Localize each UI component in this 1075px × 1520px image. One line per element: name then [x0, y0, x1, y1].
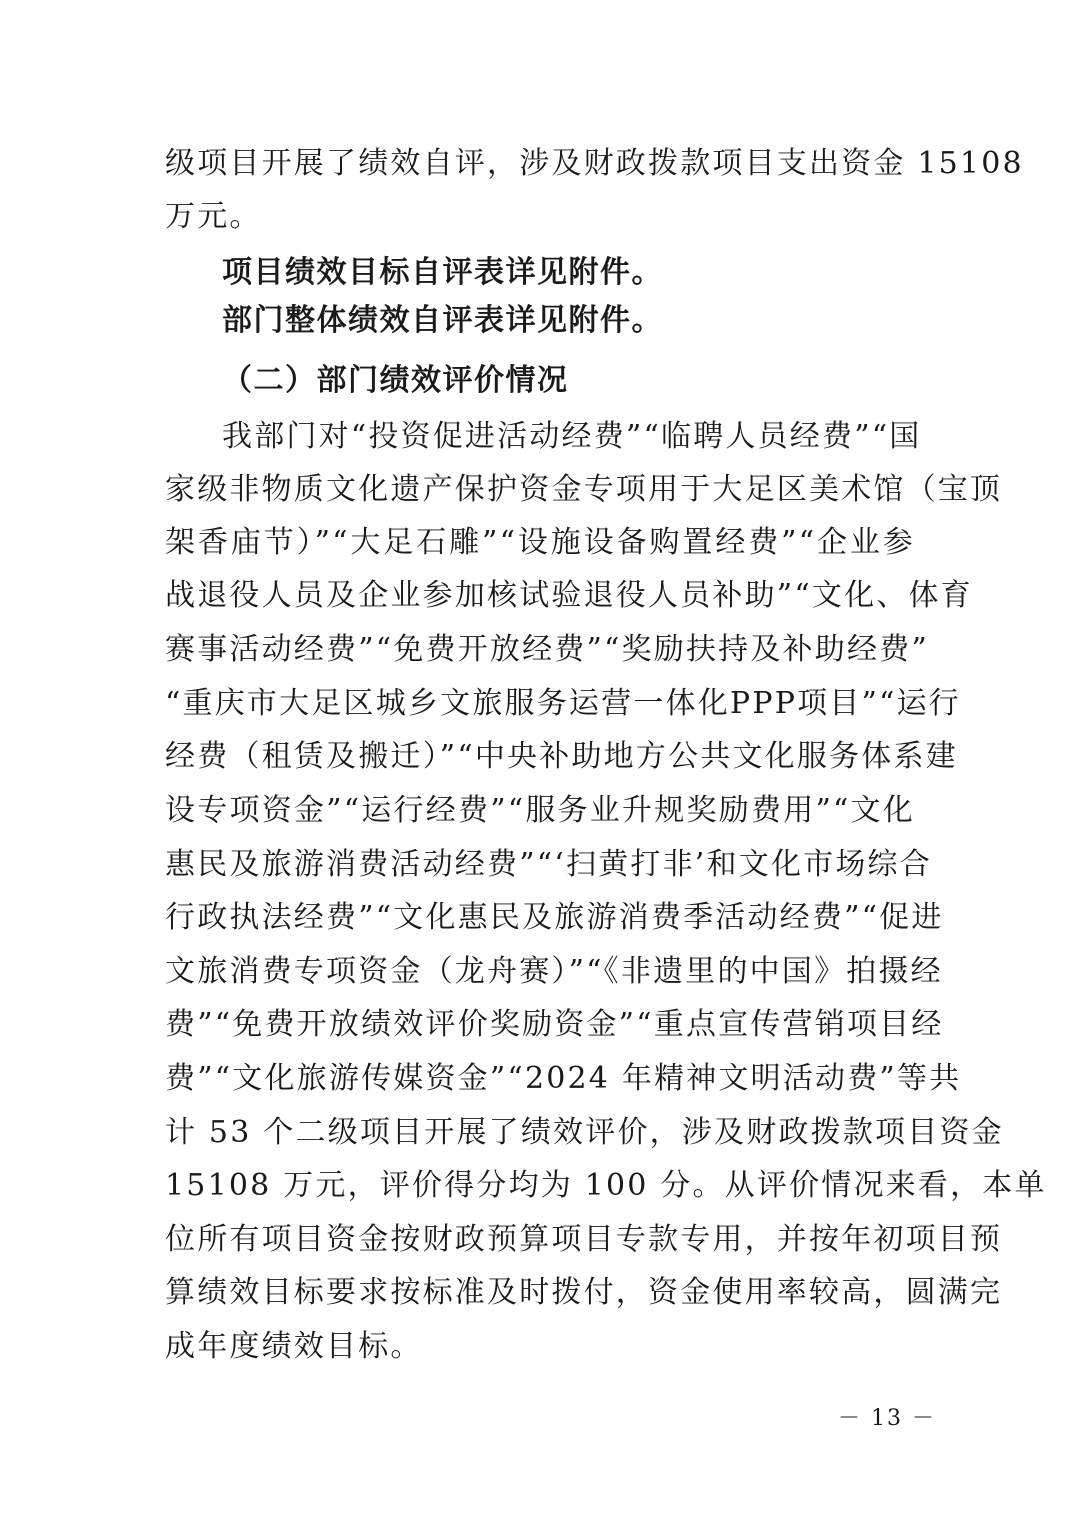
body-line-8: “重庆市大足区城乡文旅服务运营一体化PPP项目”“运行	[165, 686, 961, 721]
body-line-18: 位所有项目资金按财政预算项目专款专用，并按年初项目预	[165, 1222, 1003, 1257]
body-line-17: 15108 万元，评价得分均为 100 分。从评价情况来看，本单	[165, 1168, 1047, 1203]
body-line-13: 文旅消费专项资金（龙舟赛）”“《非遗里的中国》拍摄经	[165, 954, 943, 989]
body-line-1: 级项目开展了绩效自评，涉及财政拨款项目支出资金 15108	[165, 146, 1024, 181]
body-line-2: 万元。	[165, 199, 262, 234]
attachment-note-project: 项目绩效目标自评表详见附件。	[222, 255, 663, 290]
body-line-19: 算绩效目标要求按标准及时拨付，资金使用率较高，圆满完	[165, 1275, 1003, 1310]
body-line-20: 成年度绩效目标。	[165, 1329, 423, 1364]
body-line-14: 费”“免费开放绩效评价奖励资金”“重点宣传营销项目经	[165, 1007, 944, 1042]
body-line-9: 经费（租赁及搬迁）”“中央补助地方公共文化服务体系建	[165, 739, 958, 774]
body-line-7: 赛事活动经费”“免费开放经费”“奖励扶持及补助经费”	[165, 632, 929, 667]
body-line-5: 架香庙节）”“大足石雕”“设施设备购置经费”“企业参	[165, 525, 915, 560]
page-number: － 13 －	[838, 1406, 936, 1431]
attachment-note-department: 部门整体绩效自评表详见附件。	[222, 303, 663, 338]
body-line-3: 我部门对“投资促进活动经费”“临聘人员经费”“国	[222, 419, 922, 454]
section-heading: （二）部门绩效评价情况	[222, 363, 569, 398]
body-line-11: 惠民及旅游消费活动经费”“‘扫黄打非’和文化市场综合	[165, 847, 932, 882]
body-line-16: 计 53 个二级项目开展了绩效评价，涉及财政拨款项目资金	[165, 1115, 1004, 1150]
body-line-15: 费”“文化旅游传媒资金”“2024 年精神文明活动费”等共	[165, 1061, 962, 1096]
body-line-10: 设专项资金”“运行经费”“服务业升规奖励费用”“文化	[165, 793, 915, 828]
body-line-4: 家级非物质文化遗产保护资金专项用于大足区美术馆（宝顶	[165, 472, 1003, 507]
body-line-6: 战退役人员及企业参加核试验退役人员补助”“文化、体育	[165, 578, 973, 613]
body-line-12: 行政执法经费”“文化惠民及旅游消费季活动经费”“促进	[165, 900, 944, 935]
